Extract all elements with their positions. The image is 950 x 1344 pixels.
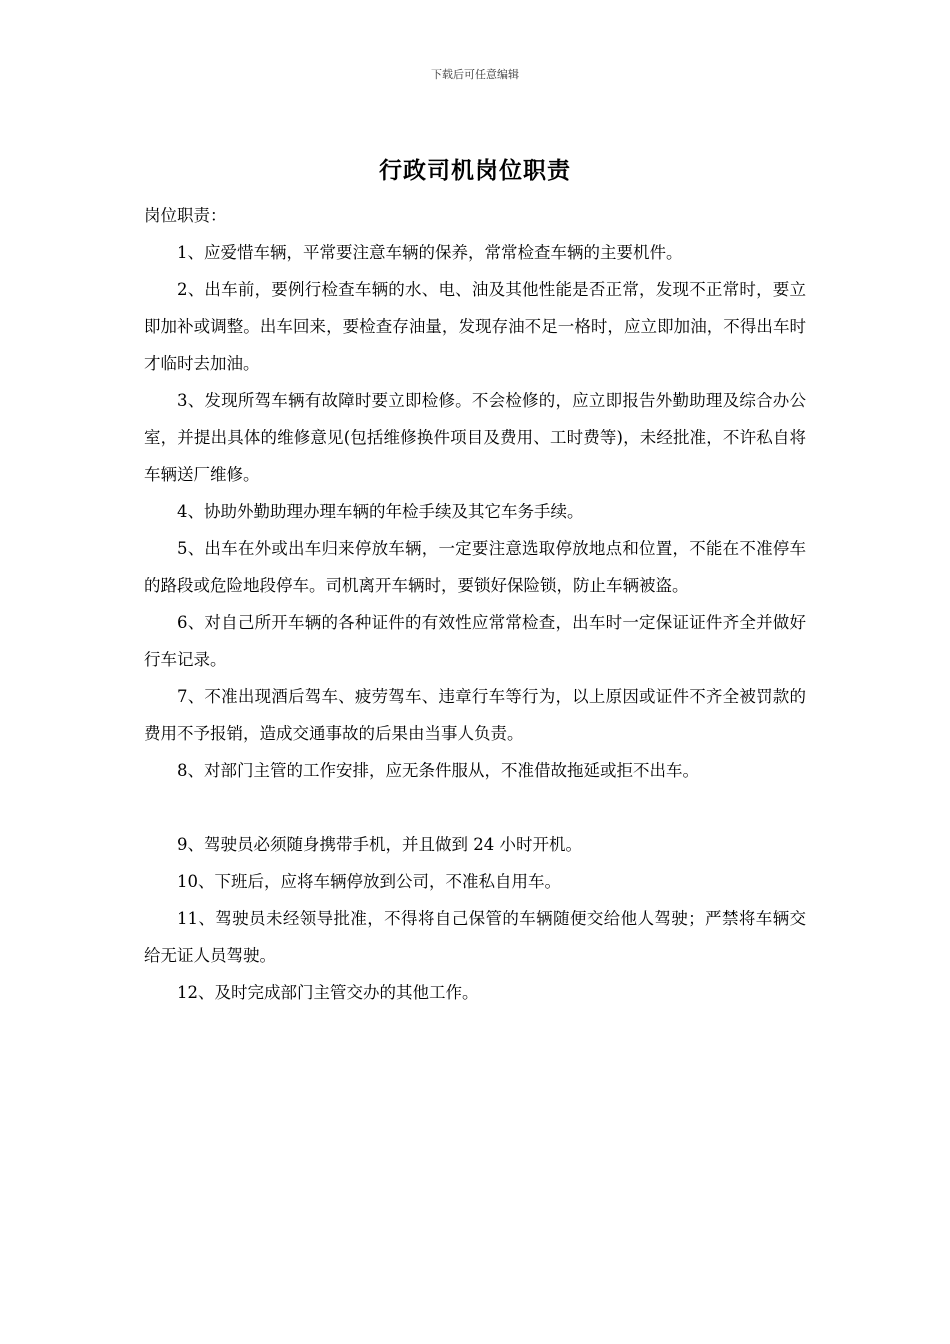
duty-item-3: 3、发现所驾车辆有故障时要立即检修。不会检修的，应立即报告外勤助理及综合办公室，并提出具体的维修意见(包括维修换件项目及费用、工时费等)，未经批准，不许私自将车辆送厂维修。 <box>144 391 806 484</box>
duty-item-8: 8、对部门主管的工作安排，应无条件服从，不准借故拖延或拒不出车。 <box>177 761 699 780</box>
duty-item-9: 9、驾驶员必须随身携带手机，并且做到 24 小时开机。 <box>177 835 582 854</box>
section-label: 岗位职责： <box>144 206 227 225</box>
duty-item-10: 10、下班后，应将车辆停放到公司，不准私自用车。 <box>177 872 561 891</box>
document-title: 行政司机岗位职责 <box>379 158 571 184</box>
header-note: 下载后可任意编辑 <box>431 68 519 81</box>
duty-item-4: 4、协助外勤助理办理车辆的年检手续及其它车务手续。 <box>177 502 584 521</box>
duty-item-5: 5、出车在外或出车归来停放车辆，一定要注意选取停放地点和位置，不能在不准停车的路段或危险地段停车。司机离开车辆时，要锁好保险锁，防止车辆被盗。 <box>144 539 806 595</box>
duty-item-7: 7、不准出现酒后驾车、疲劳驾车、违章行车等行为，以上原因或证件不齐全被罚款的费用不予报销，造成交通事故的后果由当事人负责。 <box>144 687 806 743</box>
document-body <box>144 197 806 1011</box>
duty-item-2: 2、出车前，要例行检查车辆的水、电、油及其他性能是否正常，发现不正常时，要立即加补或调整。出车回来，要检查存油量，发现存油不足一格时，应立即加油，不得出车时才临时去加油。 <box>144 280 806 373</box>
duty-item-12: 12、及时完成部门主管交办的其他工作。 <box>177 983 479 1002</box>
duty-item-6: 6、对自己所开车辆的各种证件的有效性应常常检查，出车时一定保证证件齐全并做好行车记录。 <box>144 613 806 669</box>
duty-item-11: 11、驾驶员未经领导批准，不得将自己保管的车辆随便交给他人驾驶；严禁将车辆交给无证人员驾驶。 <box>144 909 806 965</box>
duty-item-1: 1、应爱惜车辆，平常要注意车辆的保养，常常检查车辆的主要机件。 <box>177 243 683 262</box>
